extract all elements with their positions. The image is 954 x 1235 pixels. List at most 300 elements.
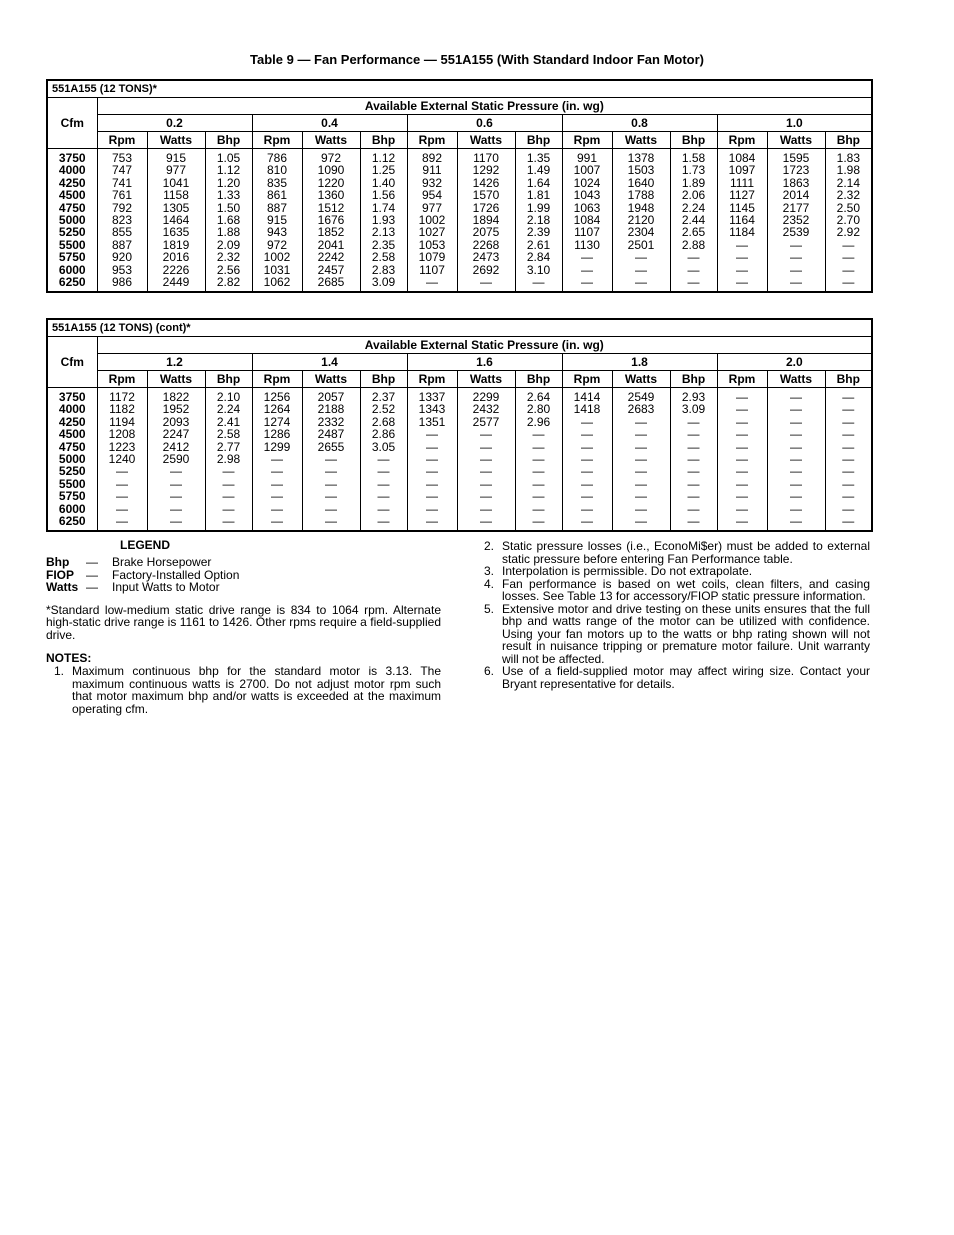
table-cell: — bbox=[790, 250, 802, 265]
table-cell: 2.37 bbox=[371, 390, 396, 404]
table-cell: 2.13 bbox=[371, 225, 396, 240]
table-cell: — bbox=[480, 464, 492, 479]
pressure-header: 1.6 bbox=[407, 354, 562, 371]
table-cell: — bbox=[480, 427, 492, 442]
data-column bbox=[302, 388, 360, 532]
table-cell: 2577 bbox=[472, 414, 500, 429]
table-cell: 3.09 bbox=[681, 402, 706, 417]
column-subheader: Bhp bbox=[360, 371, 407, 388]
table-cell: 887 bbox=[111, 237, 133, 252]
column-subheader: Rpm bbox=[97, 371, 147, 388]
pressure-group-header: Available External Static Pressure (in. wg) bbox=[97, 98, 872, 115]
table-cell: — bbox=[736, 427, 748, 442]
cfm-column bbox=[47, 149, 97, 293]
table-cell: 2.93 bbox=[681, 390, 706, 404]
table-cell: 2.39 bbox=[526, 225, 551, 240]
table-cell: 1024 bbox=[573, 175, 601, 190]
table-cell: — bbox=[170, 489, 182, 504]
table-caption: 551A155 (12 TONS)* bbox=[47, 80, 872, 98]
table-cell: 2.32 bbox=[836, 188, 861, 203]
data-column bbox=[767, 388, 825, 532]
data-column bbox=[612, 388, 670, 532]
table-cell: 2.88 bbox=[681, 237, 706, 252]
table-cell: 2473 bbox=[472, 250, 500, 265]
table-cell: — bbox=[687, 262, 700, 277]
table-cell: 1027 bbox=[418, 225, 446, 240]
table-cell: — bbox=[687, 427, 700, 442]
column-subheader: Watts bbox=[302, 132, 360, 149]
table-cell: — bbox=[635, 464, 647, 479]
table-cell: 1378 bbox=[627, 151, 655, 165]
table-cell: — bbox=[271, 501, 283, 516]
table-cell: — bbox=[480, 476, 492, 491]
table-cell: — bbox=[687, 501, 700, 516]
table-cell: 2.52 bbox=[371, 402, 396, 417]
table-cell: — bbox=[635, 514, 647, 529]
table-cell: — bbox=[532, 275, 545, 290]
legend-abbr: Bhp bbox=[46, 555, 70, 569]
table-cell: — bbox=[842, 262, 855, 277]
table-cell: 1084 bbox=[728, 151, 756, 165]
table-cell: 2188 bbox=[317, 402, 345, 417]
column-subheader: Rpm bbox=[562, 371, 612, 388]
legend-definition: Brake Horsepower bbox=[112, 555, 212, 569]
table-cell: — bbox=[842, 237, 855, 252]
table-cell: 2487 bbox=[317, 427, 345, 442]
note-text: Extensive motor and drive testing on these units ensures that the full bhp and watts range of the motor can be utilized with confidence. Using your fan motors up to the watts or bhp rating shown will not result in nuisance tripping or premature motor failure. Unit warranty will not be affected. bbox=[502, 601, 870, 666]
table-cell: 2.41 bbox=[216, 414, 241, 429]
table-cell: 2683 bbox=[627, 402, 655, 417]
table-cell: — bbox=[842, 427, 855, 442]
table-cell: 1894 bbox=[472, 213, 500, 228]
table-cell: — bbox=[790, 452, 802, 467]
note-number: 5. bbox=[483, 601, 494, 616]
table-cell: 1274 bbox=[263, 414, 291, 429]
cfm-value: 4000 bbox=[58, 402, 86, 417]
table-cell: — bbox=[377, 501, 390, 516]
cfm-value: 4250 bbox=[58, 175, 86, 190]
pressure-header: 1.0 bbox=[717, 115, 872, 132]
column-subheader: Watts bbox=[767, 371, 825, 388]
table-cell: — bbox=[790, 514, 802, 529]
table-cell: 1948 bbox=[627, 200, 655, 215]
table-cell: 977 bbox=[421, 200, 443, 215]
column-subheader: Bhp bbox=[515, 132, 562, 149]
table-cell: 2.68 bbox=[371, 414, 396, 429]
table-cell: — bbox=[377, 464, 390, 479]
table-cell: 2.58 bbox=[216, 427, 241, 442]
table-cell: — bbox=[790, 489, 802, 504]
table-cell: — bbox=[842, 390, 855, 404]
table-cell: 2268 bbox=[472, 237, 500, 252]
data-column bbox=[205, 149, 252, 293]
table-cell: 915 bbox=[165, 151, 187, 165]
table-cell: 786 bbox=[266, 151, 288, 165]
table-cell: — bbox=[790, 501, 802, 516]
pressure-header: 1.4 bbox=[252, 354, 407, 371]
table-cell: — bbox=[842, 439, 855, 454]
table-cell: 1305 bbox=[162, 200, 190, 215]
pressure-header: 1.2 bbox=[97, 354, 252, 371]
table-cell: 953 bbox=[111, 262, 133, 277]
table-cell: 2041 bbox=[317, 237, 345, 252]
table-cell: — bbox=[480, 489, 492, 504]
table-cell: — bbox=[170, 476, 182, 491]
table-cell: 2.70 bbox=[836, 213, 861, 228]
table-cell: — bbox=[222, 501, 235, 516]
legend-definition: Factory-Installed Option bbox=[112, 567, 240, 582]
table-cell: — bbox=[325, 476, 337, 491]
note-text: Fan performance is based on wet coils, clean filters, and casing losses. See Table 13 for accessory/FIOP static pressure information. bbox=[502, 576, 870, 603]
cfm-value: 6250 bbox=[58, 275, 86, 290]
data-column bbox=[360, 149, 407, 293]
table-cell: 1414 bbox=[573, 390, 601, 404]
note-text: Static pressure losses (i.e., EconoMi$er) must be added to external static pressure before entering Fan Performance table. bbox=[502, 539, 870, 566]
cfm-value: 3750 bbox=[58, 151, 86, 165]
data-column bbox=[252, 388, 302, 532]
table-cell: 1852 bbox=[317, 225, 345, 240]
table-cell: 1.35 bbox=[526, 151, 551, 165]
table-cell: 1264 bbox=[263, 402, 291, 417]
table-cell: 1.98 bbox=[836, 163, 861, 178]
table-cell: 986 bbox=[111, 275, 133, 290]
table-cell: 1043 bbox=[573, 188, 601, 203]
table-cell: 1145 bbox=[729, 200, 755, 215]
cfm-value: 5500 bbox=[58, 476, 86, 491]
table-cell: 1.88 bbox=[216, 225, 241, 240]
table-cell: — bbox=[532, 489, 545, 504]
table-cell: — bbox=[687, 250, 700, 265]
table-cell: 2655 bbox=[317, 439, 345, 454]
table-cell: 1595 bbox=[782, 151, 810, 165]
table-cell: — bbox=[532, 464, 545, 479]
table-cell: 1007 bbox=[573, 163, 601, 178]
fan-performance-table bbox=[46, 318, 873, 532]
table-cell: 1.93 bbox=[371, 213, 396, 228]
notes-heading: NOTES: bbox=[46, 651, 92, 665]
note-text: Maximum continuous bhp for the standard motor is 3.13. The maximum continuous watts is 2700. Do not adjust motor rpm such that motor maximum bhp and/or watts is exceeded at the maximum operating cfm. bbox=[72, 664, 441, 716]
data-column bbox=[515, 149, 562, 293]
legend-abbr: Watts bbox=[46, 580, 79, 594]
table-cell: 1158 bbox=[163, 188, 189, 203]
cfm-value: 4500 bbox=[58, 427, 86, 442]
table-cell: — bbox=[736, 514, 748, 529]
table-cell: — bbox=[736, 414, 748, 429]
column-subheader: Rpm bbox=[252, 371, 302, 388]
column-subheader: Watts bbox=[767, 132, 825, 149]
table-cell: — bbox=[532, 514, 545, 529]
table-cell: — bbox=[842, 275, 855, 290]
column-subheader: Bhp bbox=[515, 371, 562, 388]
column-subheader: Watts bbox=[147, 371, 205, 388]
legend-item bbox=[46, 556, 441, 569]
table-cell: — bbox=[790, 390, 802, 404]
table-cell: — bbox=[736, 501, 748, 516]
table-cell: 1107 bbox=[419, 262, 445, 277]
fan-table-2 bbox=[46, 318, 871, 532]
table-cell: — bbox=[736, 439, 748, 454]
table-cell: 1.05 bbox=[216, 151, 241, 165]
table-cell: — bbox=[687, 514, 700, 529]
cfm-value: 5250 bbox=[58, 225, 86, 240]
column-subheader: Watts bbox=[612, 132, 670, 149]
table-cell: 1.20 bbox=[216, 175, 241, 190]
table-cell: 1.74 bbox=[371, 200, 396, 215]
table-cell: — bbox=[635, 476, 647, 491]
table-cell: 1084 bbox=[573, 213, 601, 228]
table-cell: — bbox=[325, 501, 337, 516]
table-cell: 1426 bbox=[472, 175, 500, 190]
table-cell: 1053 bbox=[418, 237, 446, 252]
table-cell: 1343 bbox=[418, 402, 446, 417]
note-number: 6. bbox=[483, 664, 494, 678]
table-cell: 932 bbox=[421, 175, 443, 190]
table-cell: 1503 bbox=[627, 163, 655, 178]
table-cell: 1726 bbox=[472, 200, 500, 215]
table-cell: 2.35 bbox=[371, 237, 396, 252]
table-cell: 2332 bbox=[317, 414, 345, 429]
table-cell: — bbox=[480, 501, 492, 516]
column-subheader: Rpm bbox=[717, 371, 767, 388]
table-cell: — bbox=[377, 476, 390, 491]
table-cell: — bbox=[635, 452, 647, 467]
table-cell: — bbox=[271, 514, 283, 529]
data-column bbox=[252, 149, 302, 293]
table-cell: — bbox=[222, 476, 235, 491]
table-cell: 920 bbox=[111, 250, 133, 265]
cfm-value: 5750 bbox=[58, 250, 86, 265]
table-cell: — bbox=[426, 439, 438, 454]
table-cell: 1.40 bbox=[371, 175, 396, 190]
table-cell: — bbox=[222, 514, 235, 529]
table-cell: — bbox=[736, 262, 748, 277]
data-column bbox=[670, 149, 717, 293]
table-cell: — bbox=[736, 476, 748, 491]
table-cell: — bbox=[790, 439, 802, 454]
table-cell: — bbox=[116, 489, 128, 504]
table-cell: 892 bbox=[421, 151, 443, 165]
table-cell: — bbox=[581, 439, 593, 454]
table-cell: 1079 bbox=[418, 250, 446, 265]
data-column bbox=[825, 149, 872, 293]
table-cell: — bbox=[532, 476, 545, 491]
data-column bbox=[767, 149, 825, 293]
table-cell: — bbox=[687, 439, 700, 454]
note-number: 3. bbox=[483, 564, 494, 578]
table-cell: 2352 bbox=[782, 213, 810, 228]
table-cell: 1111 bbox=[729, 175, 755, 190]
table-cell: — bbox=[581, 476, 593, 491]
table-cell: 1286 bbox=[263, 427, 291, 442]
table-cell: 2.77 bbox=[216, 439, 241, 454]
note-item bbox=[476, 578, 870, 603]
table-cell: — bbox=[842, 452, 855, 467]
table-cell: 972 bbox=[266, 237, 288, 252]
table-cell: — bbox=[581, 501, 593, 516]
data-column bbox=[407, 388, 457, 532]
column-subheader: Bhp bbox=[670, 371, 717, 388]
table-cell: 2016 bbox=[162, 250, 190, 265]
table-cell: — bbox=[480, 452, 492, 467]
table-cell: 1640 bbox=[627, 175, 655, 190]
table-cell: 1184 bbox=[729, 225, 755, 240]
table-cell: — bbox=[271, 476, 283, 491]
table-cell: 1063 bbox=[573, 200, 601, 215]
table-cell: 1172 bbox=[109, 390, 135, 404]
cfm-value: 5000 bbox=[58, 213, 86, 228]
table-cell: 2.24 bbox=[681, 200, 706, 215]
table-cell: — bbox=[790, 275, 802, 290]
table-cell: — bbox=[790, 262, 802, 277]
table-cell: 1360 bbox=[317, 188, 345, 203]
table-cell: 3.09 bbox=[371, 275, 396, 290]
table-cell: 1292 bbox=[472, 163, 500, 178]
note-number: 1. bbox=[53, 664, 64, 678]
table-cell: 2.61 bbox=[526, 237, 551, 252]
legend-dash: — bbox=[86, 567, 98, 582]
table-cell: 2247 bbox=[162, 427, 190, 442]
table-cell: 2014 bbox=[782, 188, 810, 203]
table-cell: 2590 bbox=[162, 452, 190, 467]
table-cell: 1635 bbox=[162, 225, 190, 240]
table-cell: 1.33 bbox=[216, 188, 241, 203]
table-cell: 2.96 bbox=[526, 414, 551, 429]
note-item bbox=[476, 665, 870, 690]
table-cell: 1127 bbox=[729, 188, 755, 203]
table-cell: 2457 bbox=[317, 262, 345, 277]
legend-abbr: FIOP bbox=[46, 567, 75, 582]
pressure-header: 0.2 bbox=[97, 115, 252, 132]
table-cell: 1.50 bbox=[216, 200, 241, 215]
cfm-value: 4000 bbox=[58, 163, 86, 178]
data-column bbox=[717, 149, 767, 293]
table-cell: — bbox=[480, 275, 492, 290]
table-cell: 2177 bbox=[782, 200, 810, 215]
table-cell: 1002 bbox=[418, 213, 446, 228]
table-cell: 1.83 bbox=[836, 151, 861, 165]
pressure-header: 2.0 bbox=[717, 354, 872, 371]
note-item bbox=[476, 540, 870, 565]
column-subheader: Bhp bbox=[360, 132, 407, 149]
table-cell: 1062 bbox=[263, 275, 291, 290]
table-cell: — bbox=[736, 237, 748, 252]
table-cell: 3.05 bbox=[371, 439, 396, 454]
table-cell: 1194 bbox=[109, 414, 135, 429]
table-cell: — bbox=[170, 464, 182, 479]
table-cell: 2.56 bbox=[216, 262, 241, 277]
table-cell: 2075 bbox=[472, 225, 500, 240]
table-cell: 2.09 bbox=[216, 237, 241, 252]
table-cell: — bbox=[426, 489, 438, 504]
table-cell: — bbox=[687, 414, 700, 429]
table-cell: 823 bbox=[111, 213, 133, 228]
table-cell: 2226 bbox=[162, 262, 190, 277]
table-cell: 855 bbox=[111, 225, 133, 240]
table-cell: — bbox=[581, 489, 593, 504]
data-column bbox=[147, 149, 205, 293]
table-cell: 1041 bbox=[162, 175, 190, 190]
table-cell: 943 bbox=[266, 225, 288, 240]
table-cell: — bbox=[532, 439, 545, 454]
table-cell: — bbox=[790, 464, 802, 479]
table-cell: 1418 bbox=[573, 402, 601, 417]
table-cell: 1208 bbox=[108, 427, 136, 442]
pressure-header: 0.4 bbox=[252, 115, 407, 132]
table-cell: 1512 bbox=[317, 200, 345, 215]
table-cell: — bbox=[790, 237, 802, 252]
data-column bbox=[457, 388, 515, 532]
table-cell: 1.12 bbox=[216, 163, 241, 178]
table-cell: — bbox=[635, 250, 647, 265]
column-subheader: Watts bbox=[302, 371, 360, 388]
table-cell: 2.58 bbox=[371, 250, 396, 265]
cfm-column bbox=[47, 388, 97, 532]
table-cell: 2.98 bbox=[216, 452, 241, 467]
pressure-header: 0.8 bbox=[562, 115, 717, 132]
table-cell: — bbox=[635, 427, 647, 442]
column-subheader: Watts bbox=[457, 371, 515, 388]
table-cell: — bbox=[116, 464, 128, 479]
table-cell: 2.86 bbox=[371, 427, 396, 442]
table-cell: 2549 bbox=[627, 390, 655, 404]
data-column bbox=[97, 149, 147, 293]
data-column bbox=[717, 388, 767, 532]
table-cell: 2093 bbox=[162, 414, 190, 429]
table-cell: 2.14 bbox=[836, 175, 861, 190]
table-cell: 2.32 bbox=[216, 250, 241, 265]
column-subheader: Watts bbox=[147, 132, 205, 149]
pressure-header: 1.8 bbox=[562, 354, 717, 371]
table-cell: — bbox=[842, 402, 855, 417]
table-cell: — bbox=[842, 514, 855, 529]
data-column bbox=[407, 149, 457, 293]
table-cell: — bbox=[325, 514, 337, 529]
table-cell: 1182 bbox=[109, 402, 135, 417]
table-cell: 2304 bbox=[627, 225, 655, 240]
note-item bbox=[46, 665, 441, 715]
cfm-value: 5250 bbox=[58, 464, 86, 479]
table-cell: — bbox=[116, 514, 128, 529]
table-cell: — bbox=[532, 452, 545, 467]
table-cell: — bbox=[635, 489, 647, 504]
table-cell: — bbox=[635, 414, 647, 429]
table-cell: 1.58 bbox=[681, 151, 706, 165]
data-column bbox=[97, 388, 147, 532]
table-cell: — bbox=[790, 427, 802, 442]
table-cell: — bbox=[842, 464, 855, 479]
table-cell: 3.10 bbox=[526, 262, 551, 277]
table-cell: — bbox=[377, 452, 390, 467]
cfm-value: 5750 bbox=[58, 489, 86, 504]
table-cell: — bbox=[790, 476, 802, 491]
note-text: Use of a field-supplied motor may affect wiring size. Contact your Bryant representative for details. bbox=[502, 664, 870, 691]
table-cell: 1130 bbox=[574, 237, 600, 252]
pressure-group-header: Available External Static Pressure (in. wg) bbox=[97, 337, 872, 354]
table-cell: 1822 bbox=[162, 390, 190, 404]
table-cell: 2.24 bbox=[216, 402, 241, 417]
table-cell: 1107 bbox=[574, 225, 600, 240]
table-cell: — bbox=[271, 452, 283, 467]
table-cell: — bbox=[170, 501, 182, 516]
table-cell: — bbox=[736, 275, 748, 290]
table-cell: 1.12 bbox=[371, 151, 396, 165]
table-cell: — bbox=[116, 476, 128, 491]
cfm-value: 4500 bbox=[58, 188, 86, 203]
note-number: 2. bbox=[483, 539, 494, 553]
table-cell: — bbox=[377, 514, 390, 529]
data-column bbox=[562, 388, 612, 532]
table-cell: — bbox=[426, 464, 438, 479]
